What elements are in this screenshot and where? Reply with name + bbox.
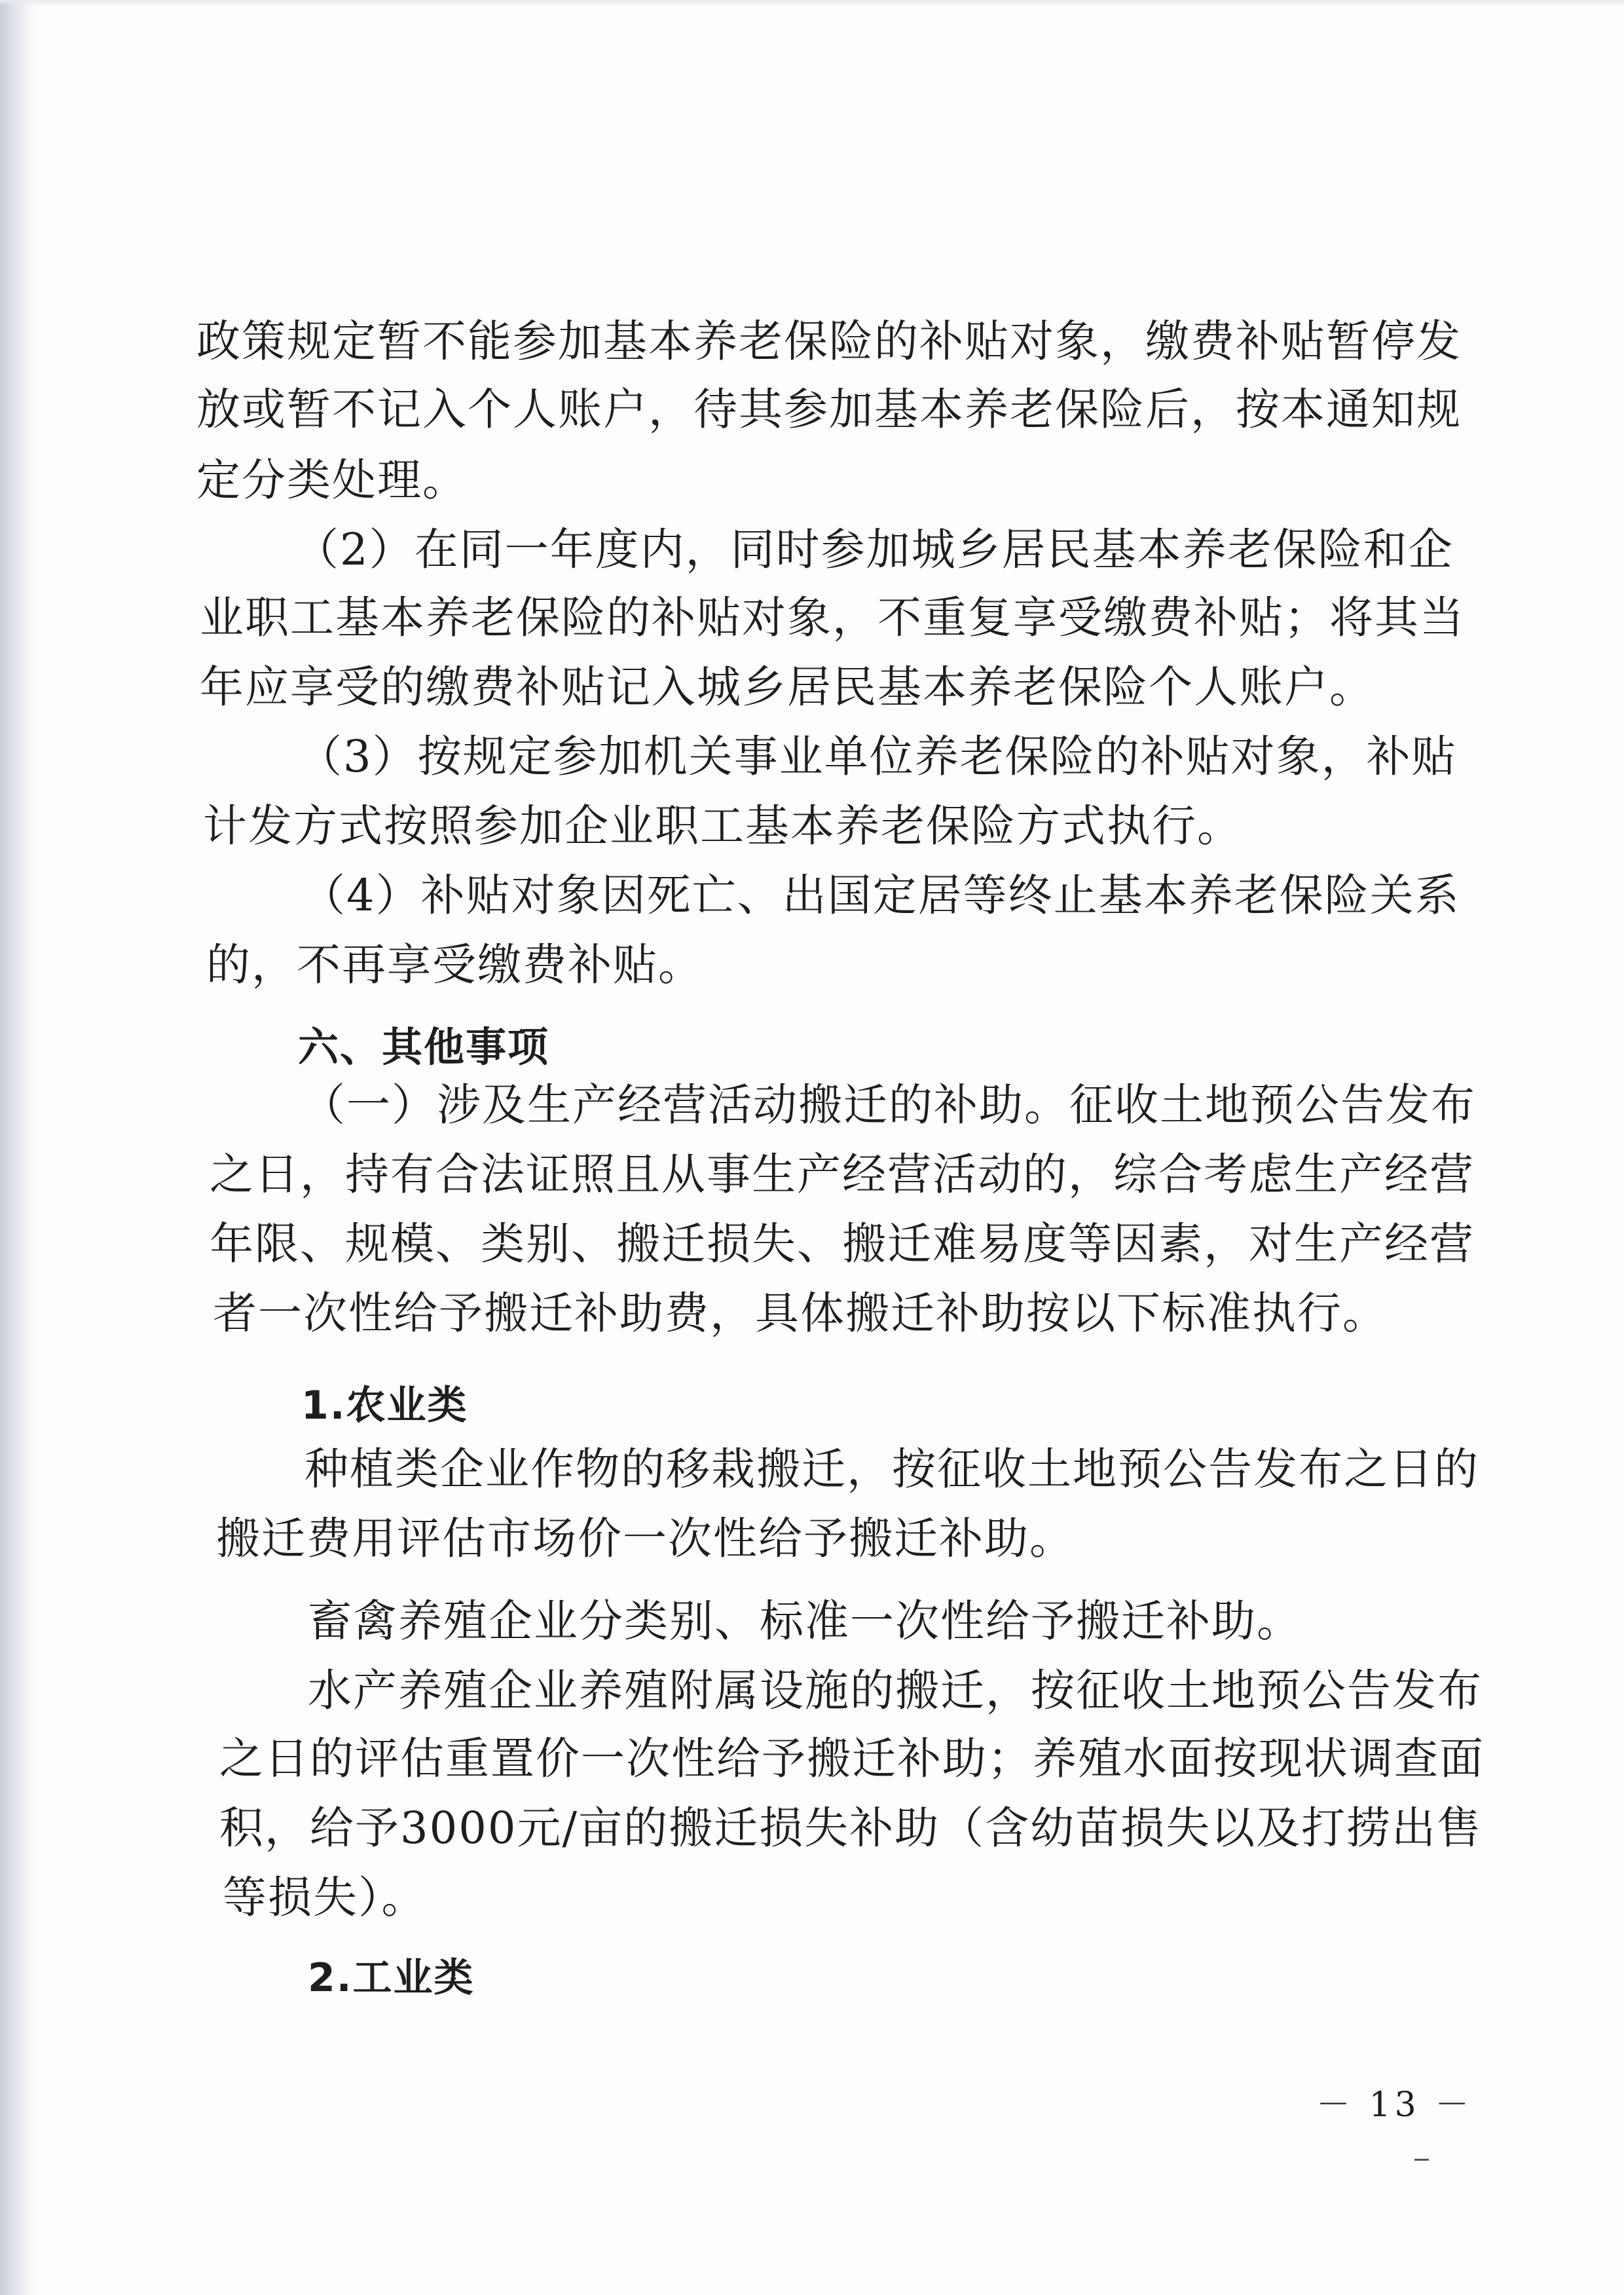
- corner-dash-mark: [1414, 2159, 1429, 2161]
- body-line-13: 之日，持有合法证照且从事生产经营活动的，综合考虑生产经营: [210, 1149, 1475, 1200]
- body-line-20: 水产养殖企业养殖附属设施的搬迁，按征收土地预公告发布: [308, 1665, 1483, 1716]
- body-line-1: 政策规定暂不能参加基本养老保险的补贴对象，缴费补贴暂停发: [196, 316, 1462, 367]
- body-line-23: 等损失）。: [223, 1872, 427, 1923]
- section-heading: 六、其他事项: [298, 1023, 550, 1071]
- subheading-industry: 2.工业类: [308, 1955, 475, 2001]
- body-line-8: 计发方式按照参加企业职工基本养老保险方式执行。: [203, 800, 1242, 851]
- body-line-10: 的，不再享受缴费补贴。: [206, 939, 703, 990]
- body-line-5: 业职工基本养老保险的补贴对象，不重复享受缴费补贴；将其当: [200, 592, 1465, 643]
- body-line-4: （2）在同一年度内，同时参加城乡居民基本养老保险和企: [295, 524, 1454, 575]
- body-line-19: 畜禽养殖企业分类别、标准一次性给予搬迁补助。: [308, 1595, 1302, 1647]
- body-line-17: 种植类企业作物的移栽搬迁，按征收土地预公告发布之日的: [304, 1444, 1479, 1495]
- body-line-2: 放或暂不记入个人账户，待其参加基本养老保险后，按本通知规: [196, 384, 1462, 435]
- subheading-agriculture: 1.农业类: [301, 1383, 468, 1428]
- page-number: － 13 －: [1316, 2085, 1473, 2125]
- body-line-9: （4）补贴对象因死亡、出国定居等终止基本养老保险关系: [301, 870, 1460, 921]
- body-line-14: 年限、规模、类别、搬迁损失、搬迁难易度等因素，对生产经营: [210, 1218, 1475, 1269]
- body-line-22: 积，给予3000元/亩的搬迁损失补助（含幼苗损失以及打捞出售: [219, 1802, 1483, 1854]
- body-line-12: （一）涉及生产经营活动搬迁的补助。征收土地预公告发布: [301, 1079, 1476, 1130]
- body-line-18: 搬迁费用评估市场价一次性给予搬迁补助。: [216, 1513, 1075, 1564]
- body-line-15: 者一次性给予搬迁补助费，具体搬迁补助按以下标准执行。: [213, 1288, 1388, 1339]
- scan-shadow-top: [0, 0, 1624, 7]
- body-line-6: 年应享受的缴费补贴记入城乡居民基本养老保险个人账户。: [200, 662, 1375, 713]
- body-line-7: （3）按规定参加机关事业单位养老保险的补贴对象，补贴: [298, 731, 1457, 782]
- body-line-21: 之日的评估重置价一次性给予搬迁补助；养殖水面按现状调查面: [219, 1733, 1485, 1784]
- body-line-3: 定分类处理。: [196, 455, 468, 506]
